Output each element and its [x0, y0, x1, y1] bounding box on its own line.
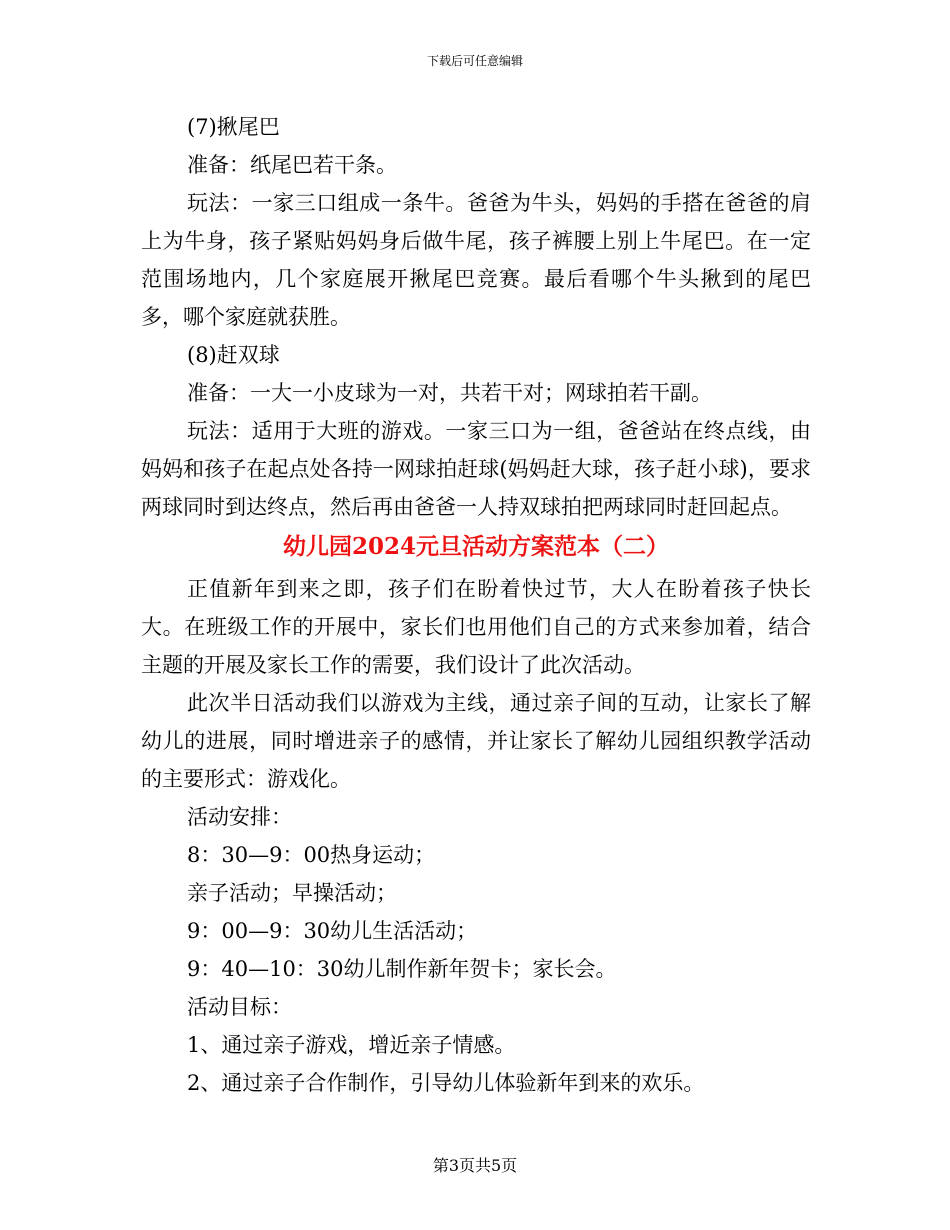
game-7-heading: (7)揪尾巴	[187, 115, 280, 139]
schedule-item-1: 8：30—9：00热身运动；	[187, 843, 436, 867]
goal-item-1: 1、通过亲子游戏，增近亲子情感。	[187, 1033, 516, 1057]
game-7-preparation: 准备：纸尾巴若干条。	[187, 153, 397, 177]
schedule-item-3: 9：00—9：30幼儿生活活动；	[187, 919, 478, 943]
document-body	[141, 108, 811, 1102]
schedule-item-4: 9：40—10：30幼儿制作新年贺卡；家长会。	[187, 957, 617, 981]
intro-paragraph: 正值新年到来之即，孩子们在盼着快过节，大人在盼着孩子快长大。在班级工作的开展中，家长们也用他们自己的方式来参加着，结合主题的开展及家长工作的需要，我们设计了此次活动。	[141, 577, 811, 677]
game-8-rules: 玩法：适用于大班的游戏。一家三口为一组，爸爸站在终点线，由妈妈和孩子在起点处各持一网球拍赶球(妈妈赶大球，孩子赶小球)，要求两球同时到达终点，然后再由爸爸一人持双球拍把两球同时赶回起点。	[141, 419, 811, 519]
schedule-heading: 活动安排：	[187, 805, 292, 829]
section-title: 幼儿园2024元旦活动方案范本（二）	[282, 533, 669, 560]
goals-heading: 活动目标：	[187, 995, 292, 1019]
game-8-preparation: 准备：一大一小皮球为一对，共若干对；网球拍若干副。	[187, 381, 712, 405]
page-footer: 第3页共5页	[432, 1156, 518, 1175]
purpose-paragraph: 此次半日活动我们以游戏为主线，通过亲子间的互动，让家长了解幼儿的进展，同时增进亲子的感情，并让家长了解幼儿园组织教学活动的主要形式：游戏化。	[141, 691, 811, 791]
game-7-rules: 玩法：一家三口组成一条牛。爸爸为牛头，妈妈的手搭在爸爸的肩上为牛身，孩子紧贴妈妈身后做牛尾，孩子裤腰上别上牛尾巴。在一定范围场地内，几个家庭展开揪尾巴竞赛。最后看哪个牛头揪到的尾巴多，哪个家庭就获胜。	[141, 191, 811, 329]
schedule-item-2: 亲子活动；早操活动；	[187, 881, 397, 905]
page-header: 下载后可任意编辑	[426, 54, 523, 68]
game-8-heading: (8)赶双球	[187, 343, 280, 367]
goal-item-2: 2、通过亲子合作制作，引导幼儿体验新年到来的欢乐。	[187, 1071, 705, 1095]
